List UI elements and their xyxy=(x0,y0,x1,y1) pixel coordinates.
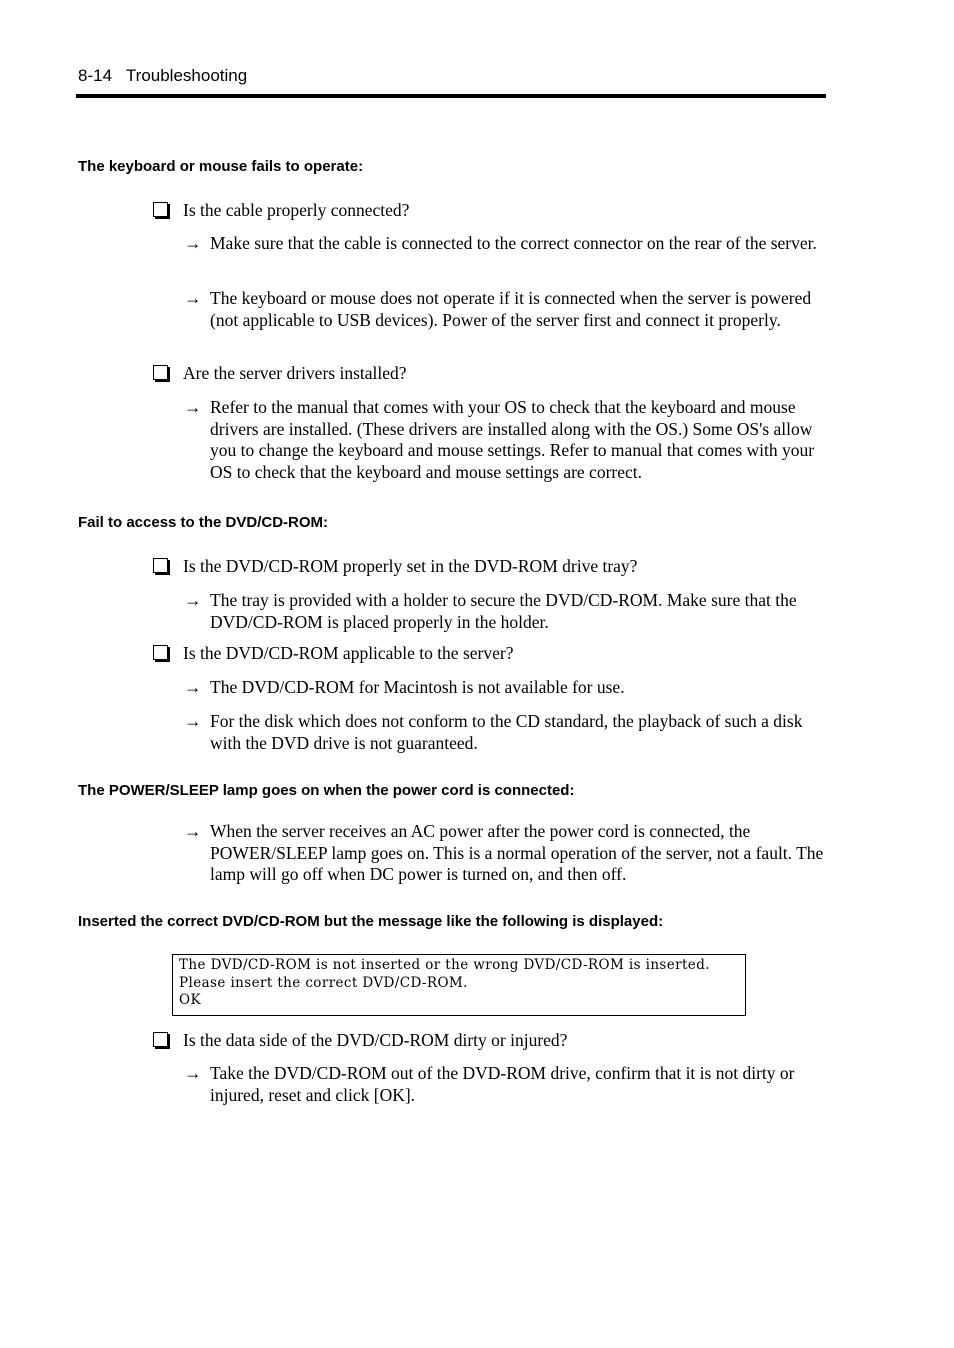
checklist-item xyxy=(153,1030,567,1052)
arrow-icon: → xyxy=(184,1063,202,1083)
checkbox-icon xyxy=(153,365,168,380)
answer-item xyxy=(184,397,829,483)
message-box xyxy=(172,954,746,1016)
answer-text: Take the DVD/CD-ROM out of the DVD-ROM drive, confirm that it is not dirty or injured, reset and click [OK]. xyxy=(210,1063,795,1105)
page-number: 8-14 xyxy=(78,66,113,85)
checklist-item xyxy=(153,643,513,665)
section-heading-dvd: Fail to access to the DVD/CD-ROM: xyxy=(78,514,329,531)
answer-text: Refer to the manual that comes with your OS to check that the keyboard and mouse drivers are installed. (These drivers are installed along with the OS.) Some OS's allow you to change the keyboard and mouse settings. Refer to manual that comes with your OS to check that the keyboard and mouse settings are correct. xyxy=(210,397,815,482)
header-rule xyxy=(76,94,826,98)
question-text: Is the data side of the DVD/CD-ROM dirty or injured? xyxy=(183,1030,568,1050)
checklist-item xyxy=(153,200,409,222)
checkbox-icon xyxy=(153,202,168,217)
question-text: Is the DVD/CD-ROM applicable to the server? xyxy=(183,643,514,663)
answer-item xyxy=(184,1063,829,1106)
arrow-icon: → xyxy=(184,397,202,417)
checklist-item xyxy=(153,556,637,578)
question-text: Are the server drivers installed? xyxy=(183,363,407,383)
answer-text: For the disk which does not conform to the CD standard, the playback of such a disk with the DVD drive is not guaranteed. xyxy=(210,711,803,753)
arrow-icon: → xyxy=(184,590,202,610)
answer-item xyxy=(184,711,829,754)
answer-text: Make sure that the cable is connected to the correct connector on the rear of the server. xyxy=(210,233,817,253)
answer-item xyxy=(184,821,829,886)
answer-text: The tray is provided with a holder to secure the DVD/CD-ROM. Make sure that the DVD/CD-ROM is placed properly in the holder. xyxy=(210,590,797,632)
checkbox-icon xyxy=(153,558,168,573)
section-heading-power-lamp: The POWER/SLEEP lamp goes on when the power cord is connected: xyxy=(78,782,575,799)
page-header xyxy=(78,66,247,86)
answer-text: When the server receives an AC power after the power cord is connected, the POWER/SLEEP lamp goes on. This is a normal operation of the server, not a fault. The lamp will go off when DC power is turned on, and then off. xyxy=(210,821,824,884)
message-line: The DVD/CD-ROM is not inserted or the wrong DVD/CD-ROM is inserted. xyxy=(179,957,710,973)
answer-item xyxy=(184,677,829,699)
message-ok-label: OK xyxy=(179,992,201,1008)
arrow-icon: → xyxy=(184,821,202,841)
checkbox-icon xyxy=(153,645,168,660)
answer-text: The keyboard or mouse does not operate if it is connected when the server is powered (not applicable to USB devices). Power of the server first and connect it properly. xyxy=(210,288,812,330)
answer-item xyxy=(184,288,829,331)
arrow-icon: → xyxy=(184,711,202,731)
question-text: Is the cable properly connected? xyxy=(183,200,410,220)
arrow-icon: → xyxy=(184,233,202,253)
arrow-icon: → xyxy=(184,288,202,308)
section-heading-message: Inserted the correct DVD/CD-ROM but the message like the following is displayed: xyxy=(78,913,664,930)
answer-item xyxy=(184,590,829,633)
section-title: Troubleshooting xyxy=(125,66,248,85)
checkbox-icon xyxy=(153,1032,168,1047)
message-line: Please insert the correct DVD/CD-ROM. xyxy=(179,974,468,991)
answer-text: The DVD/CD-ROM for Macintosh is not available for use. xyxy=(210,677,625,697)
checklist-item xyxy=(153,363,407,385)
answer-item xyxy=(184,233,829,255)
question-text: Is the DVD/CD-ROM properly set in the DVD-ROM drive tray? xyxy=(183,556,638,576)
section-heading-keyboard: The keyboard or mouse fails to operate: xyxy=(78,158,364,175)
arrow-icon: → xyxy=(184,677,202,697)
